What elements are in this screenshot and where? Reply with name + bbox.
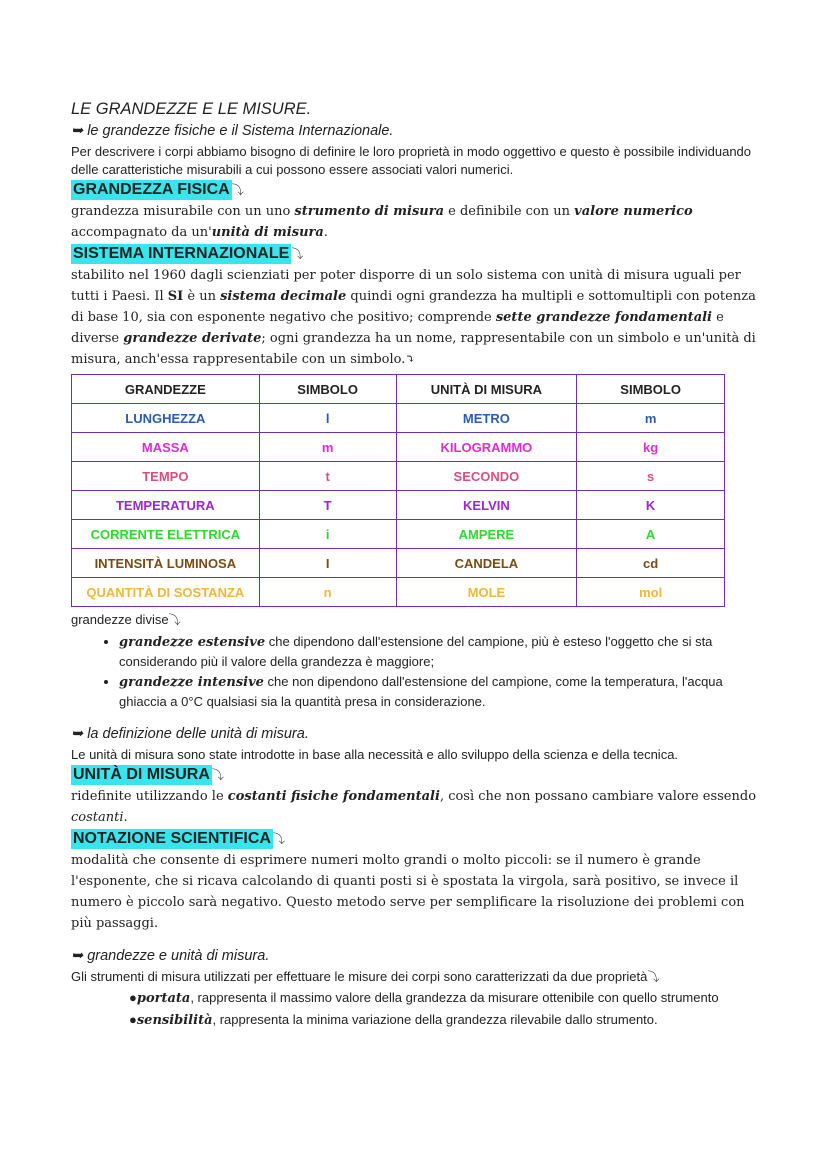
text-span: , rappresenta la minima variazione della grandezza rilevabile dallo strumento. — [212, 1012, 658, 1027]
proprieta-list — [71, 988, 761, 1030]
label-text: grandezze divise — [71, 612, 169, 627]
return-arrow-icon: ⤵ — [211, 768, 224, 782]
text-span: grandezza misurabile con un uno — [71, 204, 295, 219]
emphasis: grandezze derivate — [123, 331, 262, 346]
emphasis: grandezze estensive — [119, 635, 266, 650]
table-cell-unit: SECONDO — [396, 462, 577, 491]
text-span: quindi ogni grandezza ha multipli e sottomultipli con potenza di base 10, sia con esponente negativo che positivo; comprende — [71, 289, 756, 325]
text-span: e diverse — [71, 310, 724, 346]
table-cell-unit-symbol: kg — [577, 433, 725, 462]
section-subtitle-text: grandezze e unità di misura. — [87, 948, 270, 964]
text-span: e definibile con un — [444, 204, 575, 219]
column-header: SIMBOLO — [577, 375, 725, 404]
table-cell-name: TEMPO — [72, 462, 260, 491]
section-subtitle-text: la definizione delle unità di misura. — [87, 726, 309, 742]
return-arrow-icon: ⤵ — [272, 832, 285, 846]
column-header: GRANDEZZE — [72, 375, 260, 404]
table-cell-unit: METRO — [396, 404, 577, 433]
table-header-row — [72, 375, 725, 404]
table-cell-unit: KILOGRAMMO — [396, 433, 577, 462]
document-page — [71, 100, 761, 1032]
text-span: , così che non possano cambiare valore essendo — [439, 789, 757, 804]
heading-grandezza-fisica — [71, 180, 761, 200]
highlighted-heading: NOTAZIONE SCIENTIFICA — [73, 830, 271, 847]
table-cell-symbol: T — [259, 491, 396, 520]
grandezza-fisica-definition — [71, 201, 761, 243]
table-cell-unit: KELVIN — [396, 491, 577, 520]
table-cell-symbol: i — [259, 520, 396, 549]
emphasis: costanti — [71, 810, 124, 825]
table-cell-name: QUANTITÀ DI SOSTANZA — [72, 578, 260, 607]
text-span: accompagnato da un' — [71, 225, 212, 240]
table-row — [72, 404, 725, 433]
section3-intro — [71, 968, 761, 986]
table-cell-symbol: I — [259, 549, 396, 578]
highlighted-heading: GRANDEZZA FISICA — [73, 181, 230, 198]
divise-list — [71, 632, 761, 711]
notazione-definition: modalità che consente di esprimere numeri molto grandi o molto piccoli: se il numero è grande l'esponente, che si ricava calcolando di quanti posti si è spostata la virgola, sarà positivo, se invece il numero è piccolo sarà negativo. Questo metodo serve per semplificare la risoluzione dei problemi con più passaggi. — [71, 853, 745, 931]
text-span: Gli strumenti di misura utilizzati per effettuare le misure dei corpi sono caratterizzati da due proprietà — [71, 969, 648, 984]
text-span: , rappresenta il massimo valore della grandezza da misurare ottenibile con quello strumento — [190, 990, 719, 1005]
table-row — [72, 520, 725, 549]
return-arrow-icon: ⤵ — [647, 970, 660, 984]
table-cell-unit: CANDELA — [396, 549, 577, 578]
arrow-right-icon: ➥ — [71, 948, 84, 964]
section-subtitle-2 — [71, 726, 761, 742]
table-cell-name: TEMPERATURA — [72, 491, 260, 520]
units-table — [71, 374, 725, 607]
heading-unita-di-misura — [71, 765, 761, 785]
text-span: stabilito nel 1960 dagli scienziati per poter disporre di un solo sistema con unità di misura uguali per tutti i Paesi. Il — [71, 268, 741, 304]
text-span: che non dipendono dall'estensione del campione, come la temperatura, l'acqua ghiaccia a 0°C qualsiasi sia la quantità presa in considerazione. — [119, 674, 723, 709]
table-cell-name: CORRENTE ELETTRICA — [72, 520, 260, 549]
highlighted-heading: UNITÀ DI MISURA — [73, 766, 210, 783]
page-title: LE GRANDEZZE E LE MISURE. — [71, 100, 312, 118]
table-cell-unit-symbol: m — [577, 404, 725, 433]
table-cell-name: INTENSITÀ LUMINOSA — [72, 549, 260, 578]
return-arrow-icon: ⤵ — [291, 247, 304, 261]
text-span: che dipendono dall'estensione del campione, più è esteso l'oggetto che si sta considerando più il valore della grandezza è maggiore; — [119, 634, 713, 669]
table-cell-name: MASSA — [72, 433, 260, 462]
section-subtitle-1 — [71, 123, 761, 139]
text-span: . — [123, 810, 128, 825]
table-cell-unit: MOLE — [396, 578, 577, 607]
table-row — [72, 462, 725, 491]
section-subtitle-text: le grandezze fisiche e il Sistema Internazionale. — [87, 123, 394, 139]
column-header: SIMBOLO — [259, 375, 396, 404]
column-header: UNITÀ DI MISURA — [396, 375, 577, 404]
table-cell-unit-symbol: K — [577, 491, 725, 520]
unita-definition — [71, 786, 761, 828]
section-subtitle-3 — [71, 948, 761, 964]
table-cell-name: LUNGHEZZA — [72, 404, 260, 433]
emphasis: portata — [136, 991, 191, 1006]
return-arrow-icon: ⤵ — [405, 352, 416, 366]
arrow-right-icon: ➥ — [71, 726, 84, 742]
text-span: ridefinite utilizzando le — [71, 789, 228, 804]
return-arrow-icon: ⤵ — [168, 613, 181, 627]
return-arrow-icon: ⤵ — [231, 183, 244, 197]
table-cell-symbol: m — [259, 433, 396, 462]
text-span: è un — [183, 289, 221, 304]
table-cell-symbol: l — [259, 404, 396, 433]
list-item — [119, 632, 761, 671]
emphasis: sistema decimale — [220, 289, 347, 304]
emphasis: unità di misura — [211, 225, 324, 240]
table-row — [72, 549, 725, 578]
table-cell-unit: AMPERE — [396, 520, 577, 549]
table-cell-symbol: n — [259, 578, 396, 607]
text-span: . — [323, 225, 328, 240]
table-cell-symbol: t — [259, 462, 396, 491]
emphasis: sensibilità — [136, 1013, 213, 1028]
table-row — [72, 578, 725, 607]
emphasis: grandezze intensive — [119, 675, 264, 690]
emphasis: sette grandezze fondamentali — [495, 310, 712, 325]
list-item: ●portata, rappresenta il massimo valore della grandezza da misurare ottenibile con quello strumento — [129, 990, 719, 1006]
divise-label — [71, 611, 761, 629]
table-cell-unit-symbol: cd — [577, 549, 725, 578]
emphasis: SI — [167, 289, 184, 304]
heading-notazione-scientifica — [71, 829, 761, 849]
table-row — [72, 433, 725, 462]
table-row — [72, 491, 725, 520]
arrow-right-icon: ➥ — [71, 123, 84, 139]
sistema-definition — [71, 265, 761, 370]
table-cell-unit-symbol: mol — [577, 578, 725, 607]
heading-sistema-internazionale — [71, 244, 761, 264]
emphasis: valore numerico — [574, 204, 693, 219]
highlighted-heading: SISTEMA INTERNAZIONALE — [73, 245, 290, 262]
table-cell-unit-symbol: A — [577, 520, 725, 549]
text-span: ; ogni grandezza ha un nome, rappresentabile con un simbolo e un'unità di misura, anch'essa rappresentabile con un simbolo. — [71, 331, 756, 367]
emphasis: strumento di misura — [294, 204, 445, 219]
section2-intro: Le unità di misura sono state introdotte in base alla necessità e allo sviluppo della scienza e della tecnica. — [71, 747, 679, 762]
table-cell-unit-symbol: s — [577, 462, 725, 491]
emphasis: costanti fisiche fondamentali — [227, 789, 440, 804]
list-item — [119, 672, 761, 711]
list-item: ●sensibilità, rappresenta la minima variazione della grandezza rilevabile dallo strumento. — [129, 1012, 658, 1028]
intro-paragraph: Per descrivere i corpi abbiamo bisogno di definire le loro proprietà in modo oggettivo e questo è possibile individuando delle caratteristiche misurabili a cui possono essere associati valori numerici. — [71, 144, 752, 177]
